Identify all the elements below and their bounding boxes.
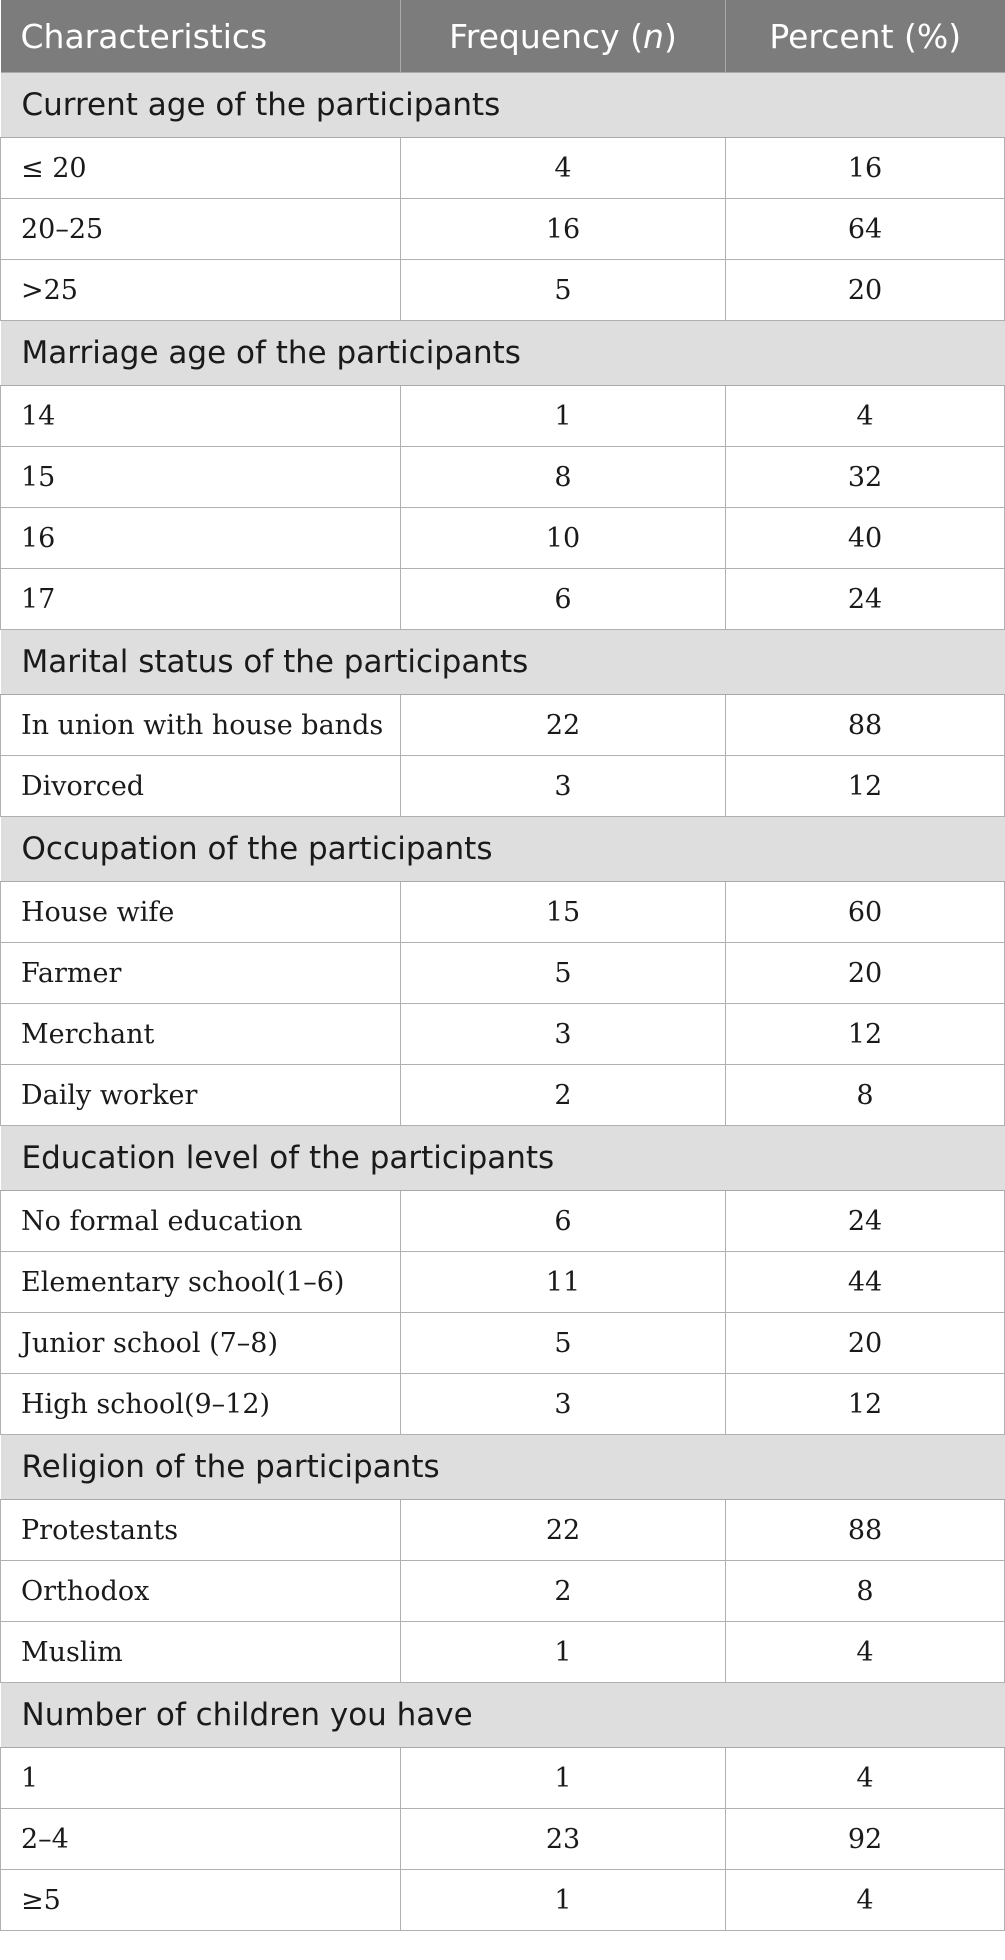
table-row bbox=[1, 1065, 1005, 1126]
table-row bbox=[1, 1870, 1005, 1931]
section-header-row bbox=[1, 817, 1005, 882]
row-percent: 32 bbox=[726, 447, 1005, 508]
section-title: Marital status of the participants bbox=[1, 630, 1005, 695]
section-title: Occupation of the participants bbox=[1, 817, 1005, 882]
row-frequency: 6 bbox=[401, 569, 726, 630]
row-percent: 24 bbox=[726, 1191, 1005, 1252]
table-header-row bbox=[1, 0, 1005, 73]
frequency-header-prefix: Frequency ( bbox=[449, 16, 644, 56]
row-frequency: 3 bbox=[401, 756, 726, 817]
row-percent: 20 bbox=[726, 260, 1005, 321]
table-row bbox=[1, 1313, 1005, 1374]
row-frequency: 3 bbox=[401, 1004, 726, 1065]
table-row bbox=[1, 1191, 1005, 1252]
column-header-percent: Percent (%) bbox=[726, 0, 1005, 73]
row-percent: 4 bbox=[726, 1870, 1005, 1931]
table-row bbox=[1, 260, 1005, 321]
row-percent: 16 bbox=[726, 138, 1005, 199]
row-label: 16 bbox=[1, 508, 401, 569]
section-header-row bbox=[1, 630, 1005, 695]
row-label: Protestants bbox=[1, 1500, 401, 1561]
table-row bbox=[1, 695, 1005, 756]
section-header-row bbox=[1, 1126, 1005, 1191]
row-frequency: 11 bbox=[401, 1252, 726, 1313]
row-label: House wife bbox=[1, 882, 401, 943]
table-row bbox=[1, 138, 1005, 199]
row-frequency: 6 bbox=[401, 1191, 726, 1252]
row-label: 20–25 bbox=[1, 199, 401, 260]
table-row bbox=[1, 882, 1005, 943]
row-frequency: 2 bbox=[401, 1561, 726, 1622]
section-header-row bbox=[1, 321, 1005, 386]
section-header-row bbox=[1, 73, 1005, 138]
frequency-header-n: n bbox=[643, 16, 664, 56]
row-label: Junior school (7–8) bbox=[1, 1313, 401, 1374]
row-percent: 20 bbox=[726, 1313, 1005, 1374]
table-row bbox=[1, 1374, 1005, 1435]
row-percent: 8 bbox=[726, 1561, 1005, 1622]
table-row bbox=[1, 1622, 1005, 1683]
row-frequency: 1 bbox=[401, 1870, 726, 1931]
row-frequency: 22 bbox=[401, 1500, 726, 1561]
frequency-header-suffix: ) bbox=[663, 16, 677, 56]
row-frequency: 5 bbox=[401, 943, 726, 1004]
section-header-row bbox=[1, 1435, 1005, 1500]
row-frequency: 16 bbox=[401, 199, 726, 260]
row-percent: 44 bbox=[726, 1252, 1005, 1313]
section-header-row bbox=[1, 1683, 1005, 1748]
section-title: Education level of the participants bbox=[1, 1126, 1005, 1191]
table-row bbox=[1, 943, 1005, 1004]
row-percent: 60 bbox=[726, 882, 1005, 943]
row-frequency: 4 bbox=[401, 138, 726, 199]
table-row bbox=[1, 1748, 1005, 1809]
row-label: Merchant bbox=[1, 1004, 401, 1065]
row-label: 14 bbox=[1, 386, 401, 447]
row-frequency: 1 bbox=[401, 1748, 726, 1809]
row-percent: 88 bbox=[726, 1500, 1005, 1561]
row-label: 1 bbox=[1, 1748, 401, 1809]
row-percent: 4 bbox=[726, 1622, 1005, 1683]
row-frequency: 5 bbox=[401, 1313, 726, 1374]
row-label: ≥5 bbox=[1, 1870, 401, 1931]
table-row bbox=[1, 1500, 1005, 1561]
section-title: Religion of the participants bbox=[1, 1435, 1005, 1500]
row-percent: 8 bbox=[726, 1065, 1005, 1126]
row-frequency: 3 bbox=[401, 1374, 726, 1435]
row-label: ≤ 20 bbox=[1, 138, 401, 199]
row-frequency: 1 bbox=[401, 386, 726, 447]
table-row bbox=[1, 1004, 1005, 1065]
row-percent: 4 bbox=[726, 386, 1005, 447]
row-label: Elementary school(1–6) bbox=[1, 1252, 401, 1313]
row-label: Muslim bbox=[1, 1622, 401, 1683]
row-label: No formal education bbox=[1, 1191, 401, 1252]
row-frequency: 23 bbox=[401, 1809, 726, 1870]
row-percent: 4 bbox=[726, 1748, 1005, 1809]
row-frequency: 5 bbox=[401, 260, 726, 321]
row-percent: 88 bbox=[726, 695, 1005, 756]
table-row bbox=[1, 569, 1005, 630]
row-frequency: 1 bbox=[401, 1622, 726, 1683]
row-frequency: 10 bbox=[401, 508, 726, 569]
table-row bbox=[1, 1252, 1005, 1313]
row-label: High school(9–12) bbox=[1, 1374, 401, 1435]
row-label: In union with house bands bbox=[1, 695, 401, 756]
row-percent: 40 bbox=[726, 508, 1005, 569]
row-percent: 24 bbox=[726, 569, 1005, 630]
row-label: 2–4 bbox=[1, 1809, 401, 1870]
row-percent: 20 bbox=[726, 943, 1005, 1004]
table-body bbox=[1, 73, 1005, 1931]
row-label: Daily worker bbox=[1, 1065, 401, 1126]
column-header-frequency bbox=[401, 0, 726, 73]
row-label: Divorced bbox=[1, 756, 401, 817]
row-percent: 64 bbox=[726, 199, 1005, 260]
row-frequency: 15 bbox=[401, 882, 726, 943]
table-row bbox=[1, 386, 1005, 447]
table-row bbox=[1, 508, 1005, 569]
table-row bbox=[1, 756, 1005, 817]
row-percent: 92 bbox=[726, 1809, 1005, 1870]
row-label: Orthodox bbox=[1, 1561, 401, 1622]
row-frequency: 8 bbox=[401, 447, 726, 508]
table-row bbox=[1, 1561, 1005, 1622]
row-percent: 12 bbox=[726, 1004, 1005, 1065]
row-percent: 12 bbox=[726, 1374, 1005, 1435]
row-label: Farmer bbox=[1, 943, 401, 1004]
table-row bbox=[1, 199, 1005, 260]
table-row bbox=[1, 1809, 1005, 1870]
row-label: 17 bbox=[1, 569, 401, 630]
row-frequency: 22 bbox=[401, 695, 726, 756]
row-percent: 12 bbox=[726, 756, 1005, 817]
row-label: 15 bbox=[1, 447, 401, 508]
column-header-characteristics: Characteristics bbox=[1, 0, 401, 73]
section-title: Marriage age of the participants bbox=[1, 321, 1005, 386]
row-frequency: 2 bbox=[401, 1065, 726, 1126]
section-title: Number of children you have bbox=[1, 1683, 1005, 1748]
table-row bbox=[1, 447, 1005, 508]
row-label: >25 bbox=[1, 260, 401, 321]
section-title: Current age of the participants bbox=[1, 73, 1005, 138]
